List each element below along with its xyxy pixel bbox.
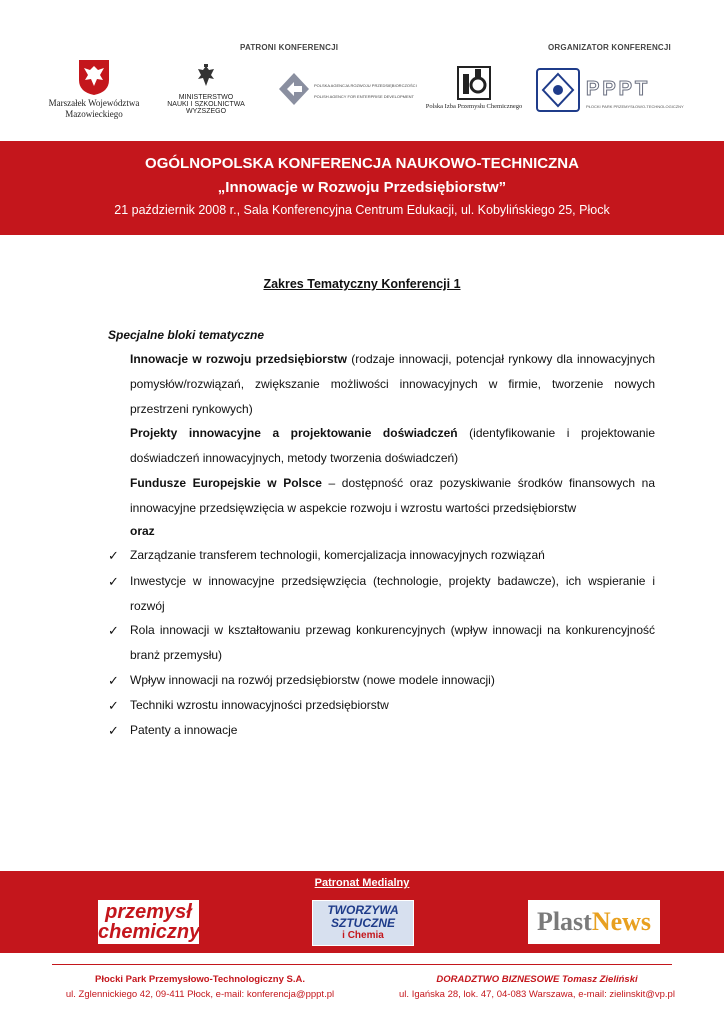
banner-title: OGÓLNOPOLSKA KONFERENCJA NAUKOWO-TECHNICZNA [145, 155, 579, 172]
checkmark-icon: ✓ [108, 698, 119, 713]
przemysl-chemiczny-line1: przemysł [105, 901, 192, 923]
checkmark-icon: ✓ [108, 623, 119, 638]
marszalek-logo [44, 58, 144, 120]
footer-left-address: ul. Zglennickiego 42, 09-411 Płock, e-mail: konferencja@pppt.pl [65, 989, 335, 1000]
pipc-caption: Polska Izba Przemysłu Chemicznego [425, 103, 523, 110]
parp-logo [278, 72, 418, 108]
list-item: Patenty a innowacje [130, 723, 238, 737]
eagle-icon [196, 64, 216, 90]
tworzywa-line1: TWORZYWA [327, 903, 399, 917]
parp-line2: POLISH AGENCY FOR ENTERPRISE DEVELOPMENT [314, 94, 414, 99]
marszalek-caption: Marszałek Województwa Mazowieckiego [48, 98, 140, 119]
checkmark-icon: ✓ [108, 574, 119, 589]
list-item: Inwestycje w innowacyjne przedsięwzięcia (technologie, projekty badawcze), ich wspieranie i rozwój [130, 574, 655, 613]
footer-right [362, 972, 712, 1002]
oraz-label: oraz [130, 524, 155, 538]
pppt-text: PPPT [586, 78, 651, 100]
topic-block-text: – dostępność oraz pozyskiwanie środków finansowych na innowacyjne przedsięwzięcia w aspekcie rozwoju i wzrostu wartości przedsiębiorstw [130, 476, 655, 515]
eagle-emblem-icon [77, 58, 111, 96]
tworzywa-line3: i Chemia [342, 930, 384, 941]
przemysl-chemiczny-logo [98, 900, 199, 944]
topic-block-text: (identyfikowanie i projektowanie doświadczeń innowacyjnych, metody tworzenia doświadczeń) [130, 426, 656, 465]
media-patrons-band [0, 871, 724, 953]
plastnews-logo [528, 900, 660, 944]
ministry-line2: NAUKI I SZKOLNICTWA WYŻSZEGO [167, 101, 245, 115]
checkmark-icon: ✓ [108, 723, 119, 738]
topic-block [130, 347, 655, 422]
pipc-logo [418, 66, 530, 110]
patrons-label: PATRONI KONFERENCJI [240, 43, 339, 52]
tworzywa-sztuczne-logo [312, 900, 414, 946]
parp-arrow-icon [278, 72, 310, 106]
media-patrons-title: Patronat Medialny [314, 877, 410, 889]
footer-left [40, 972, 360, 1002]
checkmark-icon: ✓ [108, 673, 119, 688]
topic-block [130, 421, 655, 471]
section-title: Zakres Tematyczny Konferencji 1 [263, 277, 461, 291]
ministry-line1: MINISTERSTWO [178, 94, 234, 101]
topic-block [130, 471, 655, 521]
organizer-label: ORGANIZATOR KONFERENCJI [548, 43, 671, 52]
subheading: Specjalne bloki tematyczne [108, 328, 265, 342]
banner-subtitle: „Innowacje w Rozwoju Przedsiębiorstw” [217, 179, 507, 196]
conference-banner [0, 141, 724, 235]
list-item: Rola innowacji w kształtowaniu przewag konkurencyjnych (wpływ innowacji na konkurencyjność branż przemysłu) [130, 623, 655, 662]
footer-right-name: DORADZTWO BIZNESOWE Tomasz Zieliński [436, 974, 638, 985]
tworzywa-line2: SZTUCZNE [331, 916, 395, 930]
list-item: Wpływ innowacji na rozwój przedsiębiorstw (nowe modele innowacji) [130, 673, 495, 687]
pppt-emblem-icon [536, 68, 580, 112]
topic-block-title: Innowacje w rozwoju przedsiębiorstw [130, 352, 347, 366]
ministry-logo [148, 64, 264, 115]
list-item: Techniki wzrostu innowacyjności przedsiębiorstw [130, 698, 389, 712]
topic-block-text: (rodzaje innowacji, potencjał rynkowy dla innowacyjnych pomysłów/rozwiązań, zwiększanie możliwości innowacyjnych w firmie, tworzenie nowych przestrzeni rynkowych) [130, 352, 655, 416]
pipc-emblem-icon [457, 66, 491, 100]
topic-block-title: Fundusze Europejskie w Polsce [130, 476, 322, 490]
checkmark-icon: ✓ [108, 548, 119, 563]
footer-right-address: ul. Igańska 28, lok. 47, 04-083 Warszawa, e-mail: zielinskit@vp.pl [399, 989, 675, 1000]
footer-divider [52, 964, 672, 965]
topic-block-title: Projekty innowacyjne a projektowanie doświadczeń [130, 426, 458, 440]
banner-details: 21 październik 2008 r., Sala Konferencyjna Centrum Edukacji, ul. Kobylińskiego 25, Płock [114, 203, 610, 217]
pppt-sub: PŁOCKI PARK PRZEMYSŁOWO-TECHNOLOGICZNY [586, 104, 684, 109]
plastnews-part1: Plast [536, 907, 592, 936]
plastnews-part2: News [591, 907, 652, 936]
footer-left-name: Płocki Park Przemysłowo-Technologiczny S.A. [95, 974, 305, 985]
pppt-logo [536, 68, 690, 112]
parp-line1: POLSKA AGENCJA ROZWOJU PRZEDSIĘBIORCZOŚCI [314, 83, 417, 88]
przemysl-chemiczny-line2: chemiczny [98, 921, 201, 943]
list-item: Zarządzanie transferem technologii, komercjalizacja innowacyjnych rozwiązań [130, 548, 545, 562]
